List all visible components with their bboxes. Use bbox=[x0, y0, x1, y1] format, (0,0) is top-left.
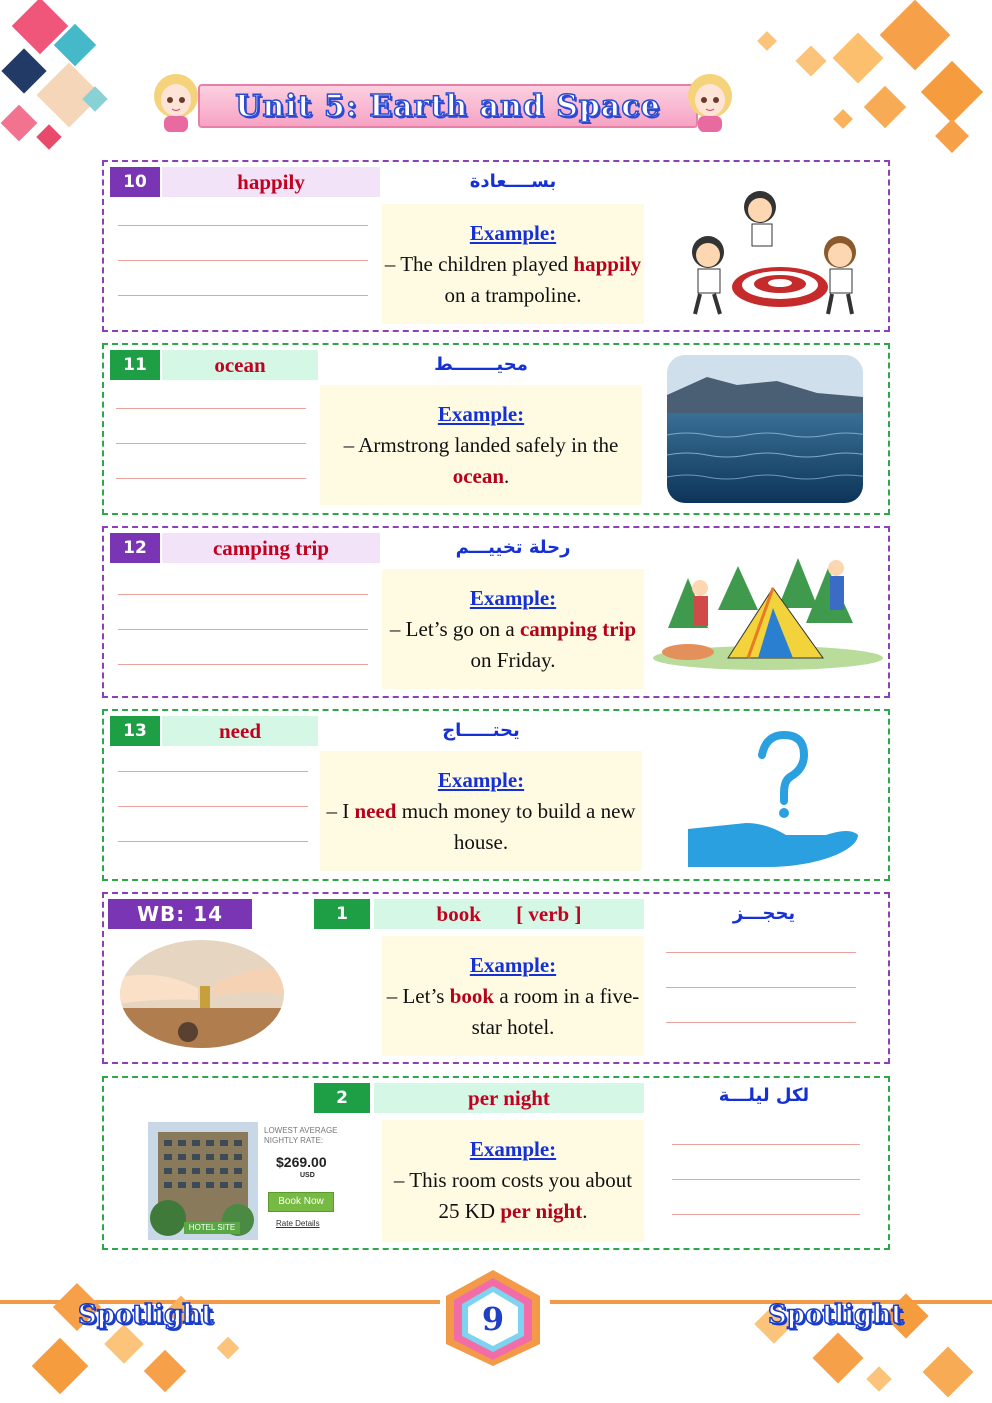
example-box bbox=[382, 936, 644, 1056]
example-title: Example: bbox=[437, 402, 525, 426]
hotel-site-label[interactable]: HOTEL SITE bbox=[184, 1222, 240, 1234]
vocab-card-book bbox=[102, 892, 890, 1064]
example-box bbox=[382, 569, 644, 689]
page-number: 9 bbox=[481, 1300, 505, 1338]
example-box bbox=[320, 385, 642, 505]
girl-mascot-right bbox=[684, 70, 736, 134]
entry-number: 13 bbox=[110, 716, 160, 746]
corner-decoration-top-right bbox=[740, 0, 992, 170]
writing-line bbox=[666, 1022, 856, 1023]
vocab-card-happily bbox=[102, 160, 890, 332]
entry-number: 2 bbox=[314, 1083, 370, 1113]
entry-number: 10 bbox=[110, 167, 160, 197]
entry-arabic: محيـــــــط bbox=[434, 354, 528, 375]
book-now-button[interactable]: Book Now bbox=[268, 1192, 334, 1212]
example-highlight: ocean bbox=[452, 464, 505, 488]
hand-question-mark-icon bbox=[686, 731, 864, 871]
girl-mascot-left bbox=[150, 70, 202, 134]
rate-caption: LOWEST AVERAGE NIGHTLY RATE: bbox=[264, 1126, 338, 1145]
example-box bbox=[382, 1120, 644, 1242]
example-highlight: happily bbox=[573, 252, 642, 276]
entry-word: per night bbox=[374, 1083, 644, 1113]
writing-line bbox=[672, 1179, 860, 1180]
example-text: a room in a five-star hotel. bbox=[471, 984, 640, 1039]
entry-arabic: يحتـــــاج bbox=[442, 720, 520, 741]
corner-decoration-bottom-right bbox=[730, 1270, 992, 1403]
page-title: Unit 5: Earth and Space bbox=[235, 89, 661, 124]
writing-line bbox=[666, 952, 856, 953]
entry-word: need bbox=[162, 716, 318, 746]
example-box bbox=[320, 751, 642, 871]
writing-line bbox=[118, 225, 368, 226]
example-text: on a trampoline. bbox=[444, 283, 582, 307]
corner-decoration-bottom-left bbox=[20, 1270, 260, 1403]
rate-details-link[interactable]: Rate Details bbox=[276, 1219, 320, 1228]
writing-line bbox=[672, 1214, 860, 1215]
entry-word: camping trip bbox=[162, 533, 380, 563]
writing-line bbox=[672, 1144, 860, 1145]
entry-word: book bbox=[436, 902, 481, 926]
example-title: Example: bbox=[469, 586, 557, 610]
example-text: – Let’s bbox=[386, 984, 450, 1008]
writing-line bbox=[118, 806, 308, 807]
hotel-rate-ad bbox=[148, 1122, 344, 1240]
writing-line bbox=[118, 594, 368, 595]
writing-line bbox=[118, 771, 308, 772]
writing-line bbox=[116, 478, 306, 479]
example-text: – Let’s go on a bbox=[389, 617, 520, 641]
example-title: Example: bbox=[469, 953, 557, 977]
vocab-card-need bbox=[102, 709, 890, 881]
example-text: . bbox=[504, 464, 510, 488]
writing-line bbox=[118, 260, 368, 261]
rate-currency: USD bbox=[300, 1172, 315, 1179]
writing-line bbox=[118, 629, 368, 630]
entry-word: happily bbox=[162, 167, 380, 197]
example-title: Example: bbox=[469, 221, 557, 245]
example-text: – This room costs you about 25 KD bbox=[393, 1168, 633, 1223]
entry-word: ocean bbox=[162, 350, 318, 380]
workbook-label: WB: 14 bbox=[108, 899, 252, 929]
example-box bbox=[382, 204, 644, 324]
corner-decoration-top-left bbox=[0, 0, 130, 160]
entry-arabic: بســــعادة bbox=[469, 171, 557, 192]
example-text: – I bbox=[326, 799, 355, 823]
vocab-card-ocean bbox=[102, 343, 890, 515]
entry-number: 11 bbox=[110, 350, 160, 380]
entry-arabic: رحلة تخييـــم bbox=[455, 537, 571, 558]
writing-line bbox=[118, 295, 368, 296]
camping-tent-illustration bbox=[648, 548, 888, 673]
entry-arabic: لكل ليلـــة bbox=[718, 1085, 810, 1106]
writing-line bbox=[116, 443, 306, 444]
vocab-card-camping-trip bbox=[102, 526, 890, 698]
example-highlight: camping trip bbox=[519, 617, 637, 641]
writing-line bbox=[118, 841, 308, 842]
kids-trampoline-illustration bbox=[680, 172, 880, 322]
writing-line bbox=[666, 987, 856, 988]
example-text: . bbox=[582, 1199, 588, 1223]
writing-line bbox=[118, 664, 368, 665]
example-title: Example: bbox=[437, 768, 525, 792]
vocab-card-per-night bbox=[102, 1076, 890, 1250]
entry-word-box bbox=[374, 899, 644, 929]
entry-number: 1 bbox=[314, 899, 370, 929]
brand-logo-right: Spotlight bbox=[768, 1300, 904, 1330]
rate-price: $269.00 bbox=[276, 1154, 327, 1170]
example-text: – Armstrong landed safely in the bbox=[343, 433, 619, 457]
writing-line bbox=[116, 408, 306, 409]
part-of-speech: [ verb ] bbox=[516, 902, 582, 926]
hotel-key-handover-photo bbox=[118, 938, 286, 1050]
example-text: on Friday. bbox=[470, 648, 556, 672]
title-banner bbox=[198, 84, 698, 128]
entry-number: 12 bbox=[110, 533, 160, 563]
example-highlight: book bbox=[449, 984, 495, 1008]
brand-logo-left: Spotlight bbox=[78, 1300, 214, 1330]
ocean-photo bbox=[667, 355, 863, 503]
entry-arabic: يحجـــز bbox=[732, 903, 796, 924]
example-highlight: per night bbox=[500, 1199, 583, 1223]
example-highlight: need bbox=[354, 799, 397, 823]
example-text: much money to build a new house. bbox=[396, 799, 636, 854]
example-text: – The children played bbox=[384, 252, 574, 276]
example-title: Example: bbox=[469, 1137, 557, 1161]
